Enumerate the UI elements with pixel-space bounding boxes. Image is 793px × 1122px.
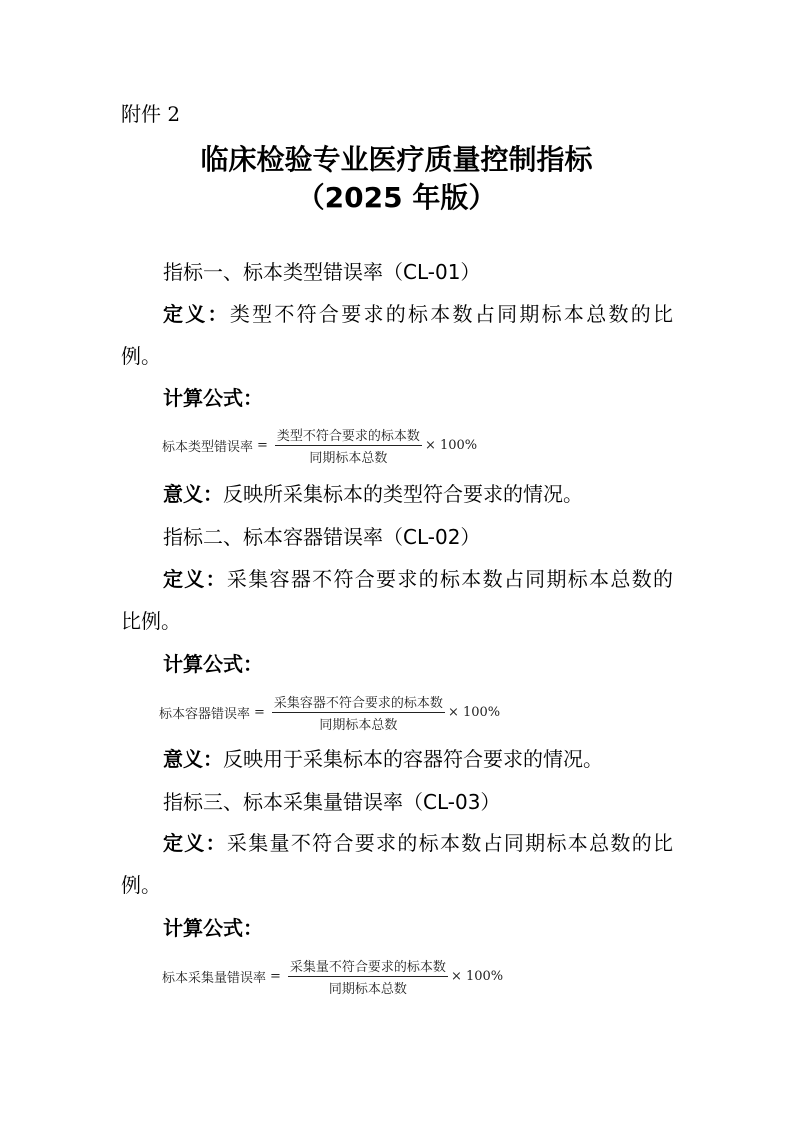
definition-label: 定义： [163, 831, 227, 855]
formula-lhs: 标本采集量错误率 [162, 971, 267, 986]
denominator: 同期标本总数 [309, 451, 388, 466]
attachment-label: 附件 2 [121, 102, 181, 126]
indicator-heading: 指标二、标本容器错误率（CL-02） [163, 525, 481, 549]
formula [162, 956, 503, 997]
formula [162, 425, 477, 466]
formula [159, 692, 500, 733]
definition-text: 采集容器不符合要求的标本数占同期标本总数的 [226, 567, 674, 591]
indicator-heading: 指标三、标本采集量错误率（CL-03） [163, 790, 501, 814]
denominator: 同期标本总数 [319, 718, 398, 733]
indicator-heading: 指标一、标本类型错误率（CL-01） [163, 260, 481, 284]
fraction [272, 692, 445, 733]
multiplier: × 100% [447, 705, 501, 720]
numerator: 采集容器不符合要求的标本数 [272, 692, 445, 713]
definition-line [163, 301, 673, 327]
definition-text: 采集量不符合要求的标本数占同期标本总数的比 [226, 831, 674, 855]
denominator: 同期标本总数 [328, 982, 407, 997]
meaning-label: 意义： [163, 747, 223, 771]
definition-label: 定义： [163, 567, 227, 591]
definition-continuation: 比例。 [121, 609, 181, 633]
meaning-text: 反映用于采集标本的容器符合要求的情况。 [223, 747, 603, 771]
definition-continuation: 例。 [121, 344, 161, 368]
fraction [288, 956, 448, 997]
document-title: 临床检验专业医疗质量控制指标 [200, 143, 593, 176]
definition-continuation: 例。 [121, 873, 161, 897]
definition-text: 类型不符合要求的标本数占同期标本总数的比 [229, 302, 674, 326]
formula-lhs: 标本类型错误率 [162, 440, 254, 455]
numerator: 采集量不符合要求的标本数 [288, 956, 448, 977]
definition-line [163, 566, 673, 592]
formula-label: 计算公式： [163, 386, 263, 410]
meaning-line [163, 746, 603, 772]
multiplier: × 100% [450, 969, 504, 984]
definition-line [163, 830, 673, 856]
formula-label: 计算公式： [163, 916, 263, 940]
formula-lhs: 标本容器错误率 [159, 707, 251, 722]
definition-label: 定义： [163, 302, 230, 326]
equals-sign: = [254, 705, 265, 720]
meaning-text: 反映所采集标本的类型符合要求的情况。 [223, 482, 583, 506]
numerator: 类型不符合要求的标本数 [275, 425, 422, 446]
meaning-line [163, 481, 583, 507]
fraction [275, 425, 422, 466]
document-subtitle: （2025 年版） [296, 181, 497, 214]
formula-label: 计算公式： [163, 652, 263, 676]
meaning-label: 意义： [163, 482, 223, 506]
equals-sign: = [270, 969, 281, 984]
equals-sign: = [257, 438, 268, 453]
multiplier: × 100% [424, 438, 478, 453]
